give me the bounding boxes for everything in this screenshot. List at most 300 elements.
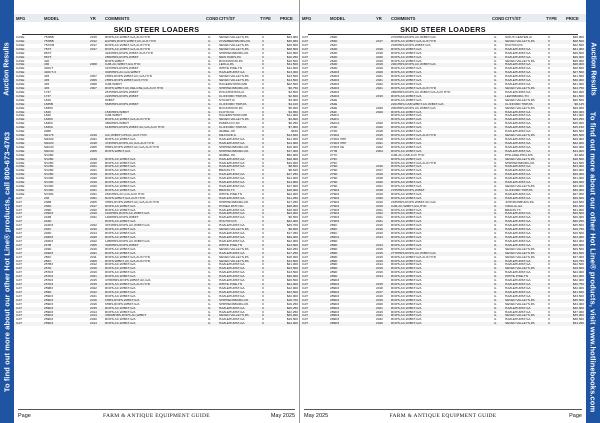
cell-condition: G (494, 173, 497, 177)
cell-price: $33,000 (572, 185, 584, 189)
cell-type: C (262, 228, 265, 232)
cell-city-state: SEVEN VALLEYS,PA (219, 228, 249, 232)
cell-mfg: CAT (16, 290, 22, 294)
cell-mfg: CAT (302, 236, 308, 240)
cell-model: 236D (44, 204, 52, 208)
cell-type: C (548, 137, 551, 141)
cell-year: 2019 (376, 271, 383, 275)
cell-model: SV280 (44, 169, 54, 173)
cell-comments: ROPS,AC,W/BKT,G/A,AUX HYD (391, 255, 437, 259)
cell-city-state: SEVEN VALLEYS,PA (505, 255, 535, 259)
cell-condition: G (494, 283, 497, 287)
cell-price: $26,500 (572, 51, 584, 55)
cell-city-state: SEVEN VALLEYS,PA (505, 267, 535, 271)
cell-price: $31,000 (572, 114, 584, 118)
cell-model: 272D2 (330, 134, 340, 138)
cell-comments: ROPS,AC,W/BKT,G/A (391, 55, 422, 59)
cell-condition: G (494, 98, 497, 102)
cell-model: 259D (44, 290, 52, 294)
cell-comments: ROPS,AC,W/BKT,G/A (391, 306, 422, 310)
cell-type: C (262, 236, 265, 240)
cell-type: C (262, 298, 265, 302)
cell-year: 2019 (376, 200, 383, 204)
cell-model: 289C (330, 224, 338, 228)
cell-mfg: CAT (16, 239, 22, 243)
cell-price: $22,500 (572, 263, 584, 267)
cell-city-state: BRANN,TX (219, 188, 235, 192)
cell-year: 2004 (376, 149, 383, 153)
cell-condition: G (494, 122, 497, 126)
cell-type: C (548, 263, 551, 267)
footer-page-label: Page (18, 413, 31, 419)
cell-city-state: HAZLEHURST,GA (219, 137, 245, 141)
cell-type: C (262, 161, 265, 165)
cell-mfg: CASE (16, 185, 25, 189)
cell-year: 2009 (90, 259, 97, 263)
cell-condition: G (208, 169, 211, 173)
cell-price: $30,000 (286, 275, 298, 279)
cell-condition: G (208, 271, 211, 275)
cell-city-state: HAZLEHURST,GA (505, 126, 531, 130)
cell-year: 2021 (376, 75, 383, 79)
cell-year: 2021 (376, 306, 383, 310)
cell-comments: 1530HRS,W/BKT (105, 110, 130, 114)
cell-condition: G (494, 157, 497, 161)
cell-model: 75XBB (44, 39, 54, 43)
cell-model: 75XT (44, 47, 52, 51)
cell-condition: G (208, 267, 211, 271)
cell-model: 259D3 (44, 318, 54, 322)
cell-condition: G (208, 86, 211, 90)
cell-comments: 6138HRS,ROPS,W/BKT,AC,G/A,AUX HYD (105, 126, 165, 130)
cell-model: 420 (44, 59, 50, 63)
cell-condition: G (208, 102, 211, 106)
cell-mfg: CAT (302, 318, 308, 322)
cell-city-state: SEVEN VALLEYS,PA (505, 322, 535, 326)
cell-type: C (262, 83, 265, 87)
cell-city-state: HAZLEHURST,GA (219, 251, 245, 255)
cell-comments: ROPS,AC,W/BKT,G/A,AUX HYD (105, 47, 151, 51)
cell-comments: ROPS,W/BKT (105, 59, 125, 63)
cell-model: 279D3 (330, 200, 340, 204)
cell-type: C (548, 224, 551, 228)
cell-mfg: CAT (16, 228, 22, 232)
cell-year: 2020 (376, 196, 383, 200)
col-comments: COMMENTS (105, 16, 130, 21)
cell-condition: G (208, 290, 211, 294)
cell-comments: E/2HRS,ROPS,W/BKT,AC,AUX HYD (105, 39, 156, 43)
cell-mfg: CAT (302, 51, 308, 55)
cell-city-state: HOLTON,KS (219, 220, 237, 224)
cell-type: C (548, 243, 551, 247)
cell-price: $27,500 (572, 71, 584, 75)
cell-mfg: CAT (302, 141, 308, 145)
cell-city-state: HAZLEHURST,GA (219, 141, 245, 145)
cell-type: C (548, 318, 551, 322)
cell-year: 2005 (90, 200, 97, 204)
cell-city-state: HAZLEHURST,GA (219, 185, 245, 189)
cell-condition: G (494, 185, 497, 189)
cell-type: C (262, 188, 265, 192)
cell-mfg: CAT (302, 259, 308, 263)
cell-condition: G (208, 228, 211, 232)
cell-condition: G (208, 224, 211, 228)
cell-city-state: HAZLEHURST,GA (219, 224, 245, 228)
cell-mfg: CAT (302, 177, 308, 181)
cell-price: $7,900 (288, 126, 298, 130)
cell-condition: G (208, 294, 211, 298)
section-rule (308, 34, 578, 35)
cell-model: 445 (44, 83, 50, 87)
cell-model: 1845C (44, 118, 54, 122)
cell-city-state: SHIPPENSBURG,PA (219, 298, 249, 302)
cell-type: C (262, 314, 265, 318)
cell-type: C (548, 157, 551, 161)
cell-comments: ROPS,AC,W/BKT,G/A (105, 177, 136, 181)
cell-city-state: SHIPPENSBURG,PA (219, 302, 249, 306)
cell-model: 289D3 (330, 314, 340, 318)
cell-condition: G (494, 137, 497, 141)
cell-condition: G (208, 247, 211, 251)
cell-price: $23,000 (286, 212, 298, 216)
cell-mfg: CAT (16, 216, 22, 220)
cell-city-state: HAZLEHURST,GA (505, 181, 531, 185)
cell-condition: G (208, 212, 211, 216)
cell-type: C (262, 106, 265, 110)
cell-condition: G (494, 200, 497, 204)
cell-price: $150 (291, 130, 298, 134)
cell-condition: G (494, 134, 497, 138)
cell-city-state: HAZLEHURST,GA (219, 71, 245, 75)
cell-condition: G (208, 200, 211, 204)
cell-model: 279C (330, 157, 338, 161)
cell-type: C (548, 149, 551, 153)
cell-type: C (548, 298, 551, 302)
cell-comments: ROPS,AC,W/BKT,G/A (105, 232, 136, 236)
cell-mfg: CASE (16, 67, 25, 71)
cell-condition: G (208, 318, 211, 322)
cell-city-state: HAZLEHURST,GA (219, 275, 245, 279)
cell-mfg: CAT (16, 204, 22, 208)
cell-mfg: CASE (16, 181, 25, 185)
cell-condition: G (494, 322, 497, 326)
cell-mfg: CAT (302, 192, 308, 196)
cell-condition: G (494, 290, 497, 294)
cell-type: C (548, 141, 551, 145)
cell-comments: ROPS,AC,W/BKT,G/A (391, 94, 422, 98)
cell-comments: W/BKT (105, 98, 115, 102)
cell-mfg: CAT (16, 208, 22, 212)
cell-mfg: CAT (16, 298, 22, 302)
cell-price: $24,000 (572, 275, 584, 279)
cell-year: 2017 (90, 47, 97, 51)
cell-comments: ROPS,AC,W/BKT,G/A (105, 220, 136, 224)
cell-year: 2010 (90, 228, 97, 232)
cell-model: 440CT (44, 67, 54, 71)
cell-model: 289D3 (330, 298, 340, 302)
cell-price: $11,500 (287, 67, 298, 71)
cell-type: C (548, 102, 551, 106)
cell-price: $25,000 (572, 122, 584, 126)
cell-year: 2012 (90, 39, 97, 43)
cell-mfg: CAT (302, 290, 308, 294)
cell-city-state: FLOYD,VA (219, 110, 235, 114)
cell-city-state: SHIPPENSBURG,PA (219, 200, 249, 204)
cell-model: 262F (330, 110, 338, 114)
cell-mfg: CAT (302, 36, 308, 39)
cell-price: $23,960 (286, 36, 298, 39)
cell-model: 289D (330, 239, 338, 243)
cell-price: $24,750 (572, 86, 584, 90)
cell-model: 279D3 (330, 188, 340, 192)
cell-mfg: CASE (16, 153, 25, 157)
cell-price: $13,000 (286, 71, 298, 75)
cell-model: 262D3 (330, 94, 340, 98)
cell-year: 2017 (90, 204, 97, 208)
cell-price: $26,500 (572, 130, 584, 134)
cell-price: $22,500 (572, 43, 584, 47)
cell-city-state: HAZLEHURST,GA (219, 216, 245, 220)
cell-price: $20,500 (572, 98, 584, 102)
page-footer (304, 409, 582, 419)
cell-type: C (548, 43, 551, 47)
cell-year: 2022 (90, 287, 97, 290)
cell-condition: G (494, 51, 497, 55)
cell-city-state: BRANN,TX (505, 208, 521, 212)
cell-year: 2021 (376, 141, 383, 145)
cell-mfg: CAT (16, 275, 22, 279)
cell-condition: G (494, 247, 497, 251)
cell-comments: ROPS,W/BKT,G/A,AUX HYD (105, 196, 145, 200)
cell-model: 279D3 (330, 216, 340, 220)
cell-city-state: HAZLEHURST,GA (505, 75, 531, 79)
col-cond: COND (492, 16, 505, 21)
cell-model: SV280 (44, 161, 54, 165)
cell-condition: G (208, 188, 211, 192)
cell-type: C (262, 141, 265, 145)
cell-comments: 2HRS,ROPS,W/BKT,AUX,HYD (105, 79, 148, 83)
cell-type: C (548, 63, 551, 67)
cell-year: 2019 (90, 271, 97, 275)
cell-mfg: CAT (16, 200, 22, 204)
cell-city-state: HAZLEHURST,GA (505, 130, 531, 134)
cell-price: $27,000 (572, 192, 584, 196)
cell-comments: 3HRS,ROPS,W/BKT,AC,G/A,AUX HYD (105, 200, 160, 204)
cell-comments: ROPS,AC,W/BKT,G/A (391, 232, 422, 236)
cell-year: 2005 (90, 243, 97, 247)
cell-type: C (548, 86, 551, 90)
cell-type: C (548, 279, 551, 283)
cell-model: SV300 (44, 185, 54, 189)
cell-type: C (262, 216, 265, 220)
cell-city-state: SEVEN VALLEYS,PA (219, 47, 249, 51)
cell-year: 2018 (376, 51, 383, 55)
cell-mfg: CAT (302, 298, 308, 302)
cell-type: C (548, 200, 551, 204)
cell-mfg: CAT (302, 220, 308, 224)
cell-year: 2020 (90, 208, 97, 212)
cell-price: $34,000 (572, 302, 584, 306)
cell-year: 2021 (376, 208, 383, 212)
cell-city-state: HAZLEHURST,GA (505, 259, 531, 263)
cell-model: 289D3 (330, 310, 340, 314)
cell-mfg: CAT (302, 232, 308, 236)
cell-mfg: CAT (302, 306, 308, 310)
cell-model: 239D (44, 208, 52, 212)
cell-city-state: ROCKWOOD,PA (219, 59, 243, 63)
cell-model: 1840 (44, 114, 51, 118)
cell-comments: ROPS,AC,W/BKT,G/A (391, 259, 422, 263)
cell-price: $26,000 (572, 55, 584, 59)
cell-model: SR220 (44, 141, 54, 145)
cell-model: 259D (330, 39, 338, 43)
cell-price: $24,000 (286, 322, 298, 326)
cell-condition: G (494, 236, 497, 240)
cell-condition: G (208, 302, 211, 306)
cell-condition: G (494, 145, 497, 149)
cell-year: 2016 (376, 228, 383, 232)
cell-price: $8,625 (288, 169, 298, 173)
cell-year: 2014 (376, 263, 383, 267)
cell-type: C (262, 157, 265, 161)
cell-condition: G (208, 275, 211, 279)
cell-city-state: WHITE PINE,TN (505, 275, 529, 279)
cell-condition: G (208, 196, 211, 200)
cell-city-state: HAZLEHURST,GA (219, 181, 245, 185)
cell-price: $13,500 (286, 271, 298, 275)
cell-type: C (548, 185, 551, 189)
cell-type: C (262, 181, 265, 185)
cell-city-state: HAZLEHURST,GA (505, 283, 531, 287)
cell-mfg: CASE (16, 114, 25, 118)
cell-comments: ROPS,AC,W/BKT,G/A (391, 314, 422, 318)
cell-model: 289D (330, 243, 338, 247)
cell-city-state: SEVEN VALLEYS,PA (505, 302, 535, 306)
cell-comments: ROPS,AC,W/BKT,G/A (391, 130, 422, 134)
cell-mfg: CAT (302, 79, 308, 83)
cell-type: C (262, 43, 265, 47)
cell-price: $18,000 (286, 188, 298, 192)
cell-comments: CAB,AC,W/BKT,G/A,HYD (105, 63, 141, 67)
cell-model: SR240 (44, 149, 54, 153)
cell-city-state: HAZLEHURST,GA (505, 239, 531, 243)
cell-year: 2022 (90, 239, 97, 243)
cell-model: 289D3 (330, 290, 340, 294)
cell-mfg: CASE (16, 39, 25, 43)
cell-year: 2014 (376, 243, 383, 247)
cell-condition: G (494, 36, 497, 39)
cell-condition: G (208, 239, 211, 243)
section-heading (14, 25, 299, 34)
cell-mfg: CAT (16, 306, 22, 310)
cell-condition: G (208, 149, 211, 153)
col-price: PRICE (566, 16, 579, 21)
cell-mfg: CAT (16, 212, 22, 216)
cell-type: C (262, 267, 265, 271)
cell-type: C (548, 177, 551, 181)
cell-condition: G (208, 71, 211, 75)
cell-mfg: CAT (302, 228, 308, 232)
cell-mfg: CAT (16, 251, 22, 255)
cell-type: C (262, 36, 265, 39)
cell-comments: 2330HRS,ROPS,W/BKT,G/A (391, 43, 431, 47)
cell-model: 259D3 (44, 298, 54, 302)
cell-year: 2019 (376, 204, 383, 208)
cell-year: 2021 (376, 216, 383, 220)
cell-comments: ROPS,AC,W/BKT,G/A (391, 216, 422, 220)
cell-year: 2019 (376, 63, 383, 67)
cell-model: 262E (330, 98, 338, 102)
cell-price: $16,250 (286, 55, 298, 59)
cell-comments: ROPS,AC,W/BKT,G/A (391, 212, 422, 216)
cell-mfg: CAT (302, 196, 308, 200)
cell-mfg: CAT (302, 118, 308, 122)
cell-mfg: CAT (16, 263, 22, 267)
cell-type: C (548, 75, 551, 79)
col-mfg: MFG (302, 16, 312, 21)
cell-model: 289D (330, 263, 338, 267)
cell-mfg: CAT (302, 267, 308, 271)
cell-year: 2020 (376, 302, 383, 306)
cell-model: 445 (44, 75, 50, 79)
cell-model: 289D3 (330, 318, 340, 322)
cell-price: $11,500 (287, 63, 298, 67)
cell-mfg: CAT (16, 247, 22, 251)
cell-type: C (548, 153, 551, 157)
cell-city-state: HAZLEHURST,GA (505, 232, 531, 236)
cell-year: 2019 (376, 294, 383, 298)
cell-model: 289D3 (330, 287, 340, 290)
cell-model: 279D (330, 181, 338, 185)
cell-comments: ROPS,AC,W/BKT,G/A (105, 290, 136, 294)
cell-type: C (548, 114, 551, 118)
cell-city-state: HAZLEHURST,GA (505, 118, 531, 122)
cell-condition: G (208, 310, 211, 314)
cell-city-state: HAZLEHURST,GA (505, 90, 531, 94)
cell-mfg: CAT (302, 126, 308, 130)
cell-city-state: HAZLEHURST,GA (219, 157, 245, 161)
cell-type: C (262, 169, 265, 173)
cell-model: 242D (44, 220, 52, 224)
cell-model: 440CT-3 (44, 71, 56, 75)
cell-price: $31,000 (572, 177, 584, 181)
cell-type: C (548, 161, 551, 165)
cell-comments: ROPS,AC,W/BKT,G/A,AUX HYD (105, 283, 151, 287)
cell-condition: G (494, 114, 497, 118)
cell-city-state: HAZLEHURST,GA (219, 310, 245, 314)
cell-city-state: SEVEN VALLEYS,PA (505, 98, 535, 102)
cell-year: 2021 (90, 165, 97, 169)
cell-model: 279D3 (330, 220, 340, 224)
cell-city-state: HAZLEHURST,GA (505, 263, 531, 267)
cell-mfg: CAT (302, 157, 308, 161)
cell-condition: G (208, 67, 211, 71)
cell-mfg: CAT (302, 63, 308, 67)
cell-model: 289C (330, 228, 338, 232)
cell-city-state: IDABEL,OK (219, 130, 236, 134)
cell-comments: ROPS,AC,W/BKT,G/A (105, 294, 136, 298)
cell-price: $32,500 (572, 204, 584, 208)
cell-mfg: CASE (16, 161, 25, 165)
cell-price: $8,125 (574, 102, 584, 106)
cell-year: 2021 (90, 192, 97, 196)
cell-model: 246D3 (44, 236, 54, 240)
cell-type: C (262, 165, 265, 169)
col-model: MODEL (330, 16, 346, 21)
cell-condition: G (494, 232, 497, 236)
footer-date: May 2025 (304, 413, 329, 419)
cell-price: $4,650 (288, 110, 298, 114)
